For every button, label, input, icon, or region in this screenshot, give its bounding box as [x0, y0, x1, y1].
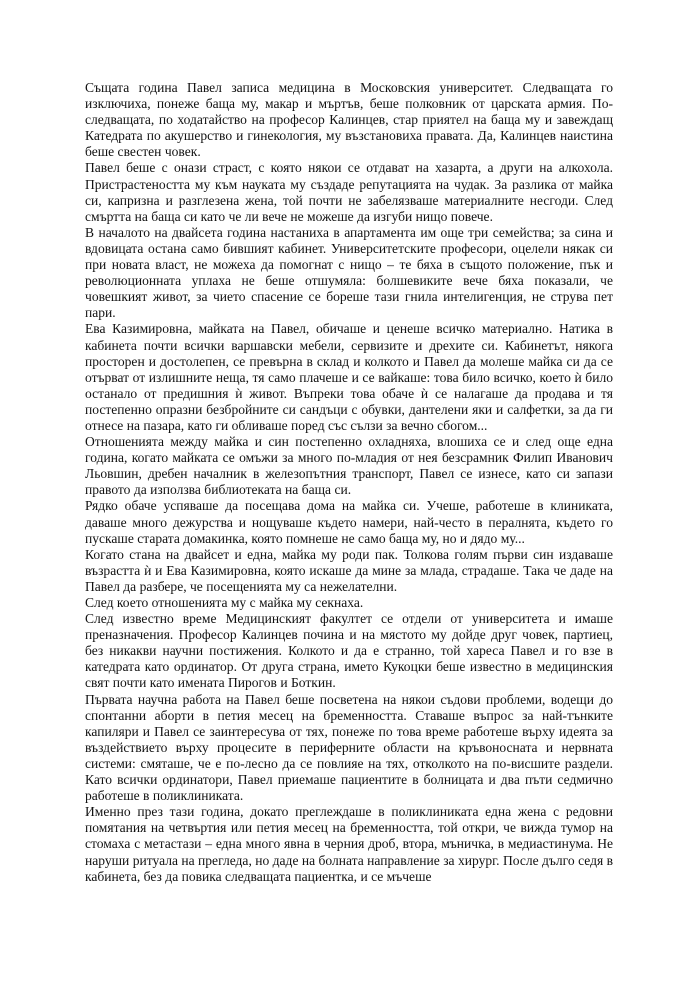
paragraph-6: Рядко обаче успяваше да посещава дома на майка си. Учеше, работеше в клиниката, даваше много дежурства и нощуваше където намери, най-често в пералнята, където го пускаше старата домакинка, която помнеше не само баща му, но и дядо му... — [85, 498, 613, 546]
paragraph-4: Ева Казимировна, майката на Павел, обичаше и ценеше всичко материално. Натика в кабинета почти всички варшавски мебели, сервизите и дрехите си. Кабинетът, някога просторен и достолепен, се превърна в склад и колкото и Павел да молеше майка си да се отърват от излишните неща, тя само плачеше и се вайкаше: това било всичко, което ѝ било останало от предишния ѝ живот. Въпреки това обаче ѝ се налагаше да продава и тя постепенно опразни безбройните си сандъци с обувки, дантелени яки и салфетки, за да ги отнесе на пазара, като ги обливаше поред със сълзи за вечно сбогом... — [85, 321, 613, 433]
paragraph-1: Същата година Павел записа медицина в Московския университет. Следващата го изключиха, понеже баща му, макар и мъртъв, беше полковник от царската армия. По-следващата, по ходатайство на професор Калинцев, стар приятел на баща му и завеждащ Катедрата по акушерство и гинекология, му възстановиха правата. Да, Калинцев наистина беше свестен човек. — [85, 80, 613, 160]
document-page — [85, 80, 613, 885]
paragraph-5: Отношенията между майка и син постепенно охладняха, влошиха се и след още една година, когато майката се омъжи за много по-младия от нея безсрамник Филип Иванович Льовшин, дребен началник в железопътния транспорт, Павел се изнесе, като си запази правото да използва библиотеката на баща си. — [85, 434, 613, 498]
paragraph-2: Павел беше с онази страст, с която някои се отдават на хазарта, а други на алкохола. Пристрастеността му към науката му създаде репутацията на чудак. За разлика от майка си, капризна и разглезена жена, той почти не забелязваше материалните несгоди. След смъртта на баща си като че ли вече не можеше да изгуби нищо повече. — [85, 160, 613, 224]
paragraph-8: След което отношенията му с майка му секнаха. — [85, 595, 364, 610]
paragraph-7: Когато стана на двайсет и една, майка му роди пак. Толкова голям първи син издаваше възрастта ѝ и Ева Казимировна, която искаше да мине за млада, страдаше. Така че даде на Павел да разбере, че посещенията му са нежелателни. — [85, 546, 613, 594]
paragraph-9: След известно време Медицинският факултет се отдели от университета и имаше преназначения. Професор Калинцев почина и на мястото му дойде друг човек, партиец, без никакви научни постижения. Колкото и да е странно, той хареса Павел и го взе в катедрата като ординатор. От друга страна, името Кукоцки беше известно в медицинския свят почти като имената Пирогов и Боткин. — [85, 611, 613, 691]
paragraph-11: Именно през тази година, докато преглеждаше в поликлиниката една жена с редовни помятания на четвъртия или петия месец на бременността, той откри, че вижда тумор на стомаха с метастази – една много явна в черния дроб, втора, мъничка, в медиастинума. Не наруши ритуала на прегледа, но даде на болната направление за хирург. После дълго седя в кабинета, без да повика следващата пациентка, и се мъчеше — [85, 804, 613, 884]
paragraph-3: В началото на двайсета година настаниха в апартамента им още три семейства; за сина и вдовицата остана само бившият кабинет. Университетските професори, оцелели някак си при новата власт, не можеха да помогнат с нищо – те бяха в същото положение, пък и революционната уплаха не беше отшумяла: болшевиките вече бяха показали, че човешкият живот, за чието спасение се бореше тази гнила интелигенция, не струва пет пари. — [85, 224, 613, 321]
paragraph-10: Първата научна работа на Павел беше посветена на някои съдови проблеми, водещи до спонтанни аборти в петия месец на бременността. Ставаше въпрос за най-тънките капиляри и Павел се заинтересува от тях, понеже по това време работеше върху идеята за въздействието върху процесите в периферните области на кръвоносната и нервната системи: смяташе, че е по-лесно да се повлияе на тях, отколкото на по-висшите раздели. Като всички ординатори, Павел приемаше пациентите в болницата и два пъти седмично работеше в поликлиниката. — [85, 691, 613, 804]
